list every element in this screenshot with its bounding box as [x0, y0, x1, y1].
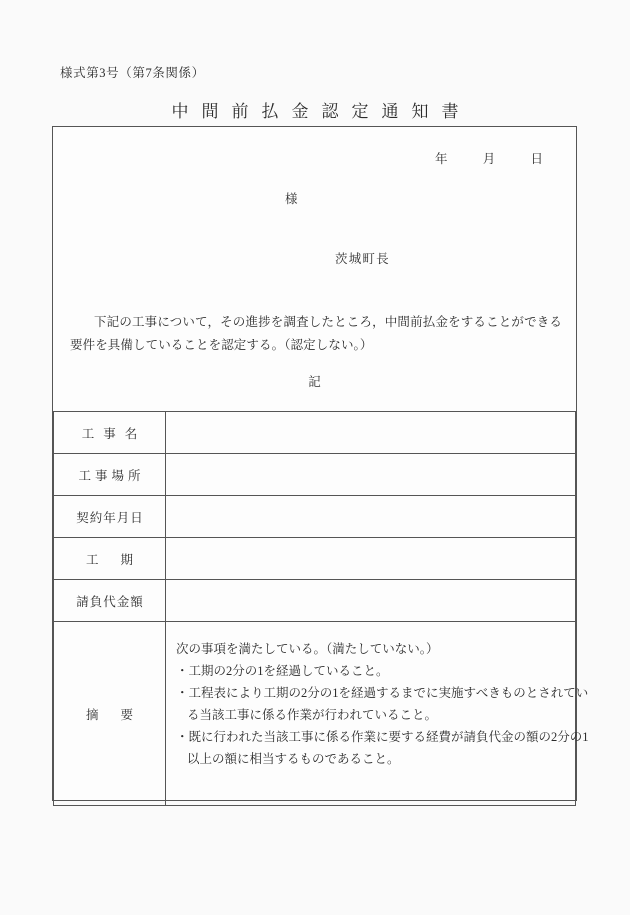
label-text: 摘要 — [85, 707, 155, 722]
row-label-remarks — [54, 622, 166, 806]
remarks-item-2-cont: る当該工事に係る作業が行われていること。 — [187, 708, 438, 722]
page-title: 中間前払金認定通知書 — [171, 102, 472, 121]
remarks-item-2: ・工程表により工期の2分の1を経過するまでに実施すべきものとされてい — [176, 686, 589, 700]
label-text: 工期 — [85, 552, 155, 567]
table-row — [54, 580, 576, 622]
label-text: 契約年月日 — [76, 510, 144, 525]
row-label-contract-date — [54, 496, 166, 538]
table-row — [54, 412, 576, 454]
row-value-contract-date[interactable] — [166, 496, 576, 538]
row-label-construction-site — [54, 454, 166, 496]
remarks-item-1: ・工期の2分の1を経過していること。 — [176, 664, 389, 678]
remarks-intro: 次の事項を満たしている。（満たしていない。） — [176, 642, 439, 656]
row-value-construction-site[interactable] — [166, 454, 576, 496]
date-day-label: 日 — [530, 152, 544, 166]
letter-header-area — [53, 127, 576, 411]
label-text: 工事名 — [81, 426, 147, 441]
table-row — [54, 496, 576, 538]
document-frame — [52, 126, 589, 801]
row-value-construction-name[interactable] — [166, 412, 576, 454]
row-value-remarks — [166, 622, 589, 806]
row-label-construction-period — [54, 538, 166, 580]
remarks-item-3: ・既に行われた当該工事に係る作業に要する経費が請負代金の額の2分の1 — [176, 730, 589, 744]
addressee-honorific: 様 — [285, 192, 298, 206]
table-row — [54, 454, 576, 496]
table-row — [54, 538, 576, 580]
row-value-construction-period[interactable] — [166, 538, 576, 580]
date-year-label: 年 — [434, 152, 449, 166]
remarks-content — [166, 622, 589, 770]
body-paragraph: 下記の工事について，その進捗を調査したところ，中間前払金をすることができる要件を具備していることを認定する。（認定しない。） — [70, 315, 562, 352]
ki-mark: 記 — [308, 375, 321, 389]
label-text: 工事場所 — [78, 468, 145, 483]
label-text: 請負代金額 — [76, 594, 144, 609]
issuer-name: 茨城町長 — [335, 252, 390, 266]
date-line — [435, 149, 544, 167]
form-number-label: 様式第3号（第7条関係） — [60, 66, 205, 80]
date-month-label: 月 — [482, 152, 497, 166]
row-value-contract-amount[interactable] — [166, 580, 576, 622]
row-label-construction-name — [54, 412, 166, 454]
row-label-contract-amount — [54, 580, 166, 622]
remarks-item-3-cont: 以上の額に相当するものであること。 — [187, 752, 400, 766]
table-row-remarks — [54, 622, 576, 806]
details-table — [53, 411, 589, 806]
